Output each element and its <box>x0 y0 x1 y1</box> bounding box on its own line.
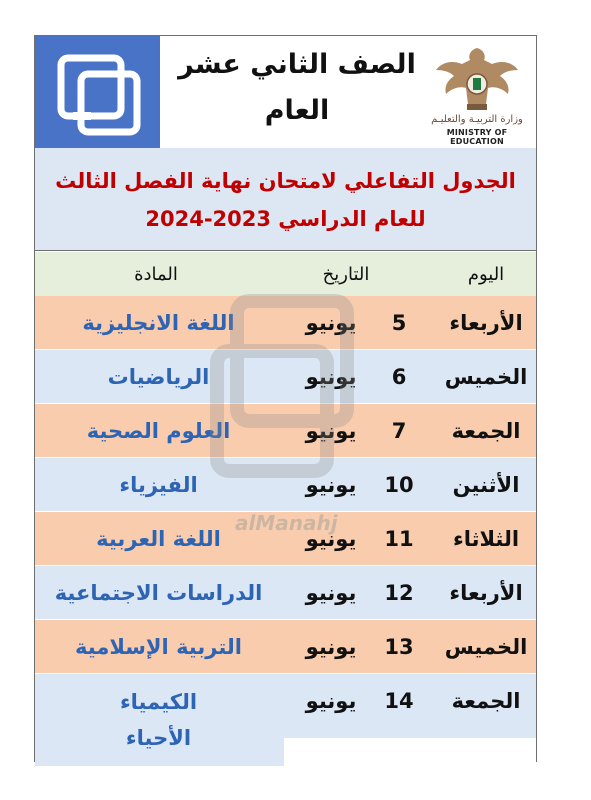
ministry-logo <box>422 40 532 144</box>
cell-day: الخميس <box>444 364 528 389</box>
cell-subject <box>36 674 281 766</box>
cell-date-number: 5 <box>391 310 407 335</box>
cell-subject: اللغة العربية <box>96 526 221 551</box>
cell-month: يونيو <box>305 364 357 389</box>
cell-day: الجمعة <box>451 418 521 443</box>
cell-subject: العلوم الصحية <box>86 418 231 443</box>
cell-subject: الفيزياء <box>119 472 198 497</box>
grade-title <box>161 42 433 134</box>
title-line-1: الجدول التفاعلي لامتحان نهاية الفصل الثالث <box>55 169 516 193</box>
cell-subject-line-1: الكيمياء <box>119 690 198 714</box>
cell-month: يونيو <box>305 472 357 497</box>
logo-icon <box>35 36 159 148</box>
cell-subject: الدراسات الاجتماعية <box>54 580 263 605</box>
ministry-english-name: MINISTRY OF EDUCATION <box>446 128 508 146</box>
cell-subject: الرياضيات <box>107 364 210 389</box>
eagle-emblem-icon <box>422 40 532 114</box>
cell-date-number: 13 <box>384 634 414 659</box>
column-header-day: اليوم <box>467 263 505 285</box>
cell-month: يونيو <box>305 580 357 605</box>
cell-date-number: 7 <box>391 418 407 443</box>
table-row <box>35 620 536 673</box>
cell-subject: اللغة الانجليزية <box>82 310 235 335</box>
grade-line-1: الصف الثاني عشر <box>178 49 416 80</box>
watermark-text: alManahj <box>235 511 338 535</box>
ministry-arabic-name: وزارة التربيـة والتعليـم <box>431 114 523 125</box>
cell-day: الثلاثاء <box>452 526 520 551</box>
cell-subject-line-2: الأحياء <box>125 726 192 750</box>
watermark-logo-icon <box>207 291 392 491</box>
cell-month: يونيو <box>305 634 357 659</box>
cell-date-number: 14 <box>384 689 414 713</box>
cell-date-number: 10 <box>384 472 414 497</box>
grade-line-2: العام <box>264 95 330 126</box>
cell-month: يونيو <box>305 526 357 551</box>
table-row <box>35 674 536 766</box>
almanahj-logo <box>35 36 160 148</box>
cell-date-number: 11 <box>384 526 414 551</box>
column-header-date: التاريخ <box>322 263 370 285</box>
column-header-subject: المادة <box>134 263 178 285</box>
cell-day: الأربعاء <box>449 310 523 335</box>
cell-day: الأثنين <box>452 472 520 497</box>
cell-month: يونيو <box>305 310 357 335</box>
title-line-2: للعام الدراسي 2023-2024 <box>145 207 426 231</box>
table-row <box>35 566 536 619</box>
cell-day: الخميس <box>444 634 528 659</box>
cell-date-number: 12 <box>384 580 414 605</box>
title-band <box>35 148 536 251</box>
table-header-row <box>35 252 536 296</box>
schedule-sheet <box>34 35 537 762</box>
cell-date-number: 6 <box>391 364 407 389</box>
cell-month: يونيو <box>305 418 357 443</box>
blank-cell <box>284 738 536 766</box>
cell-month: يونيو <box>305 689 357 713</box>
schedule-title <box>35 162 536 238</box>
cell-subject: التربية الإسلامية <box>75 634 242 659</box>
header <box>35 36 536 149</box>
cell-day: الأربعاء <box>449 580 523 605</box>
cell-day: الجمعة <box>451 689 521 713</box>
